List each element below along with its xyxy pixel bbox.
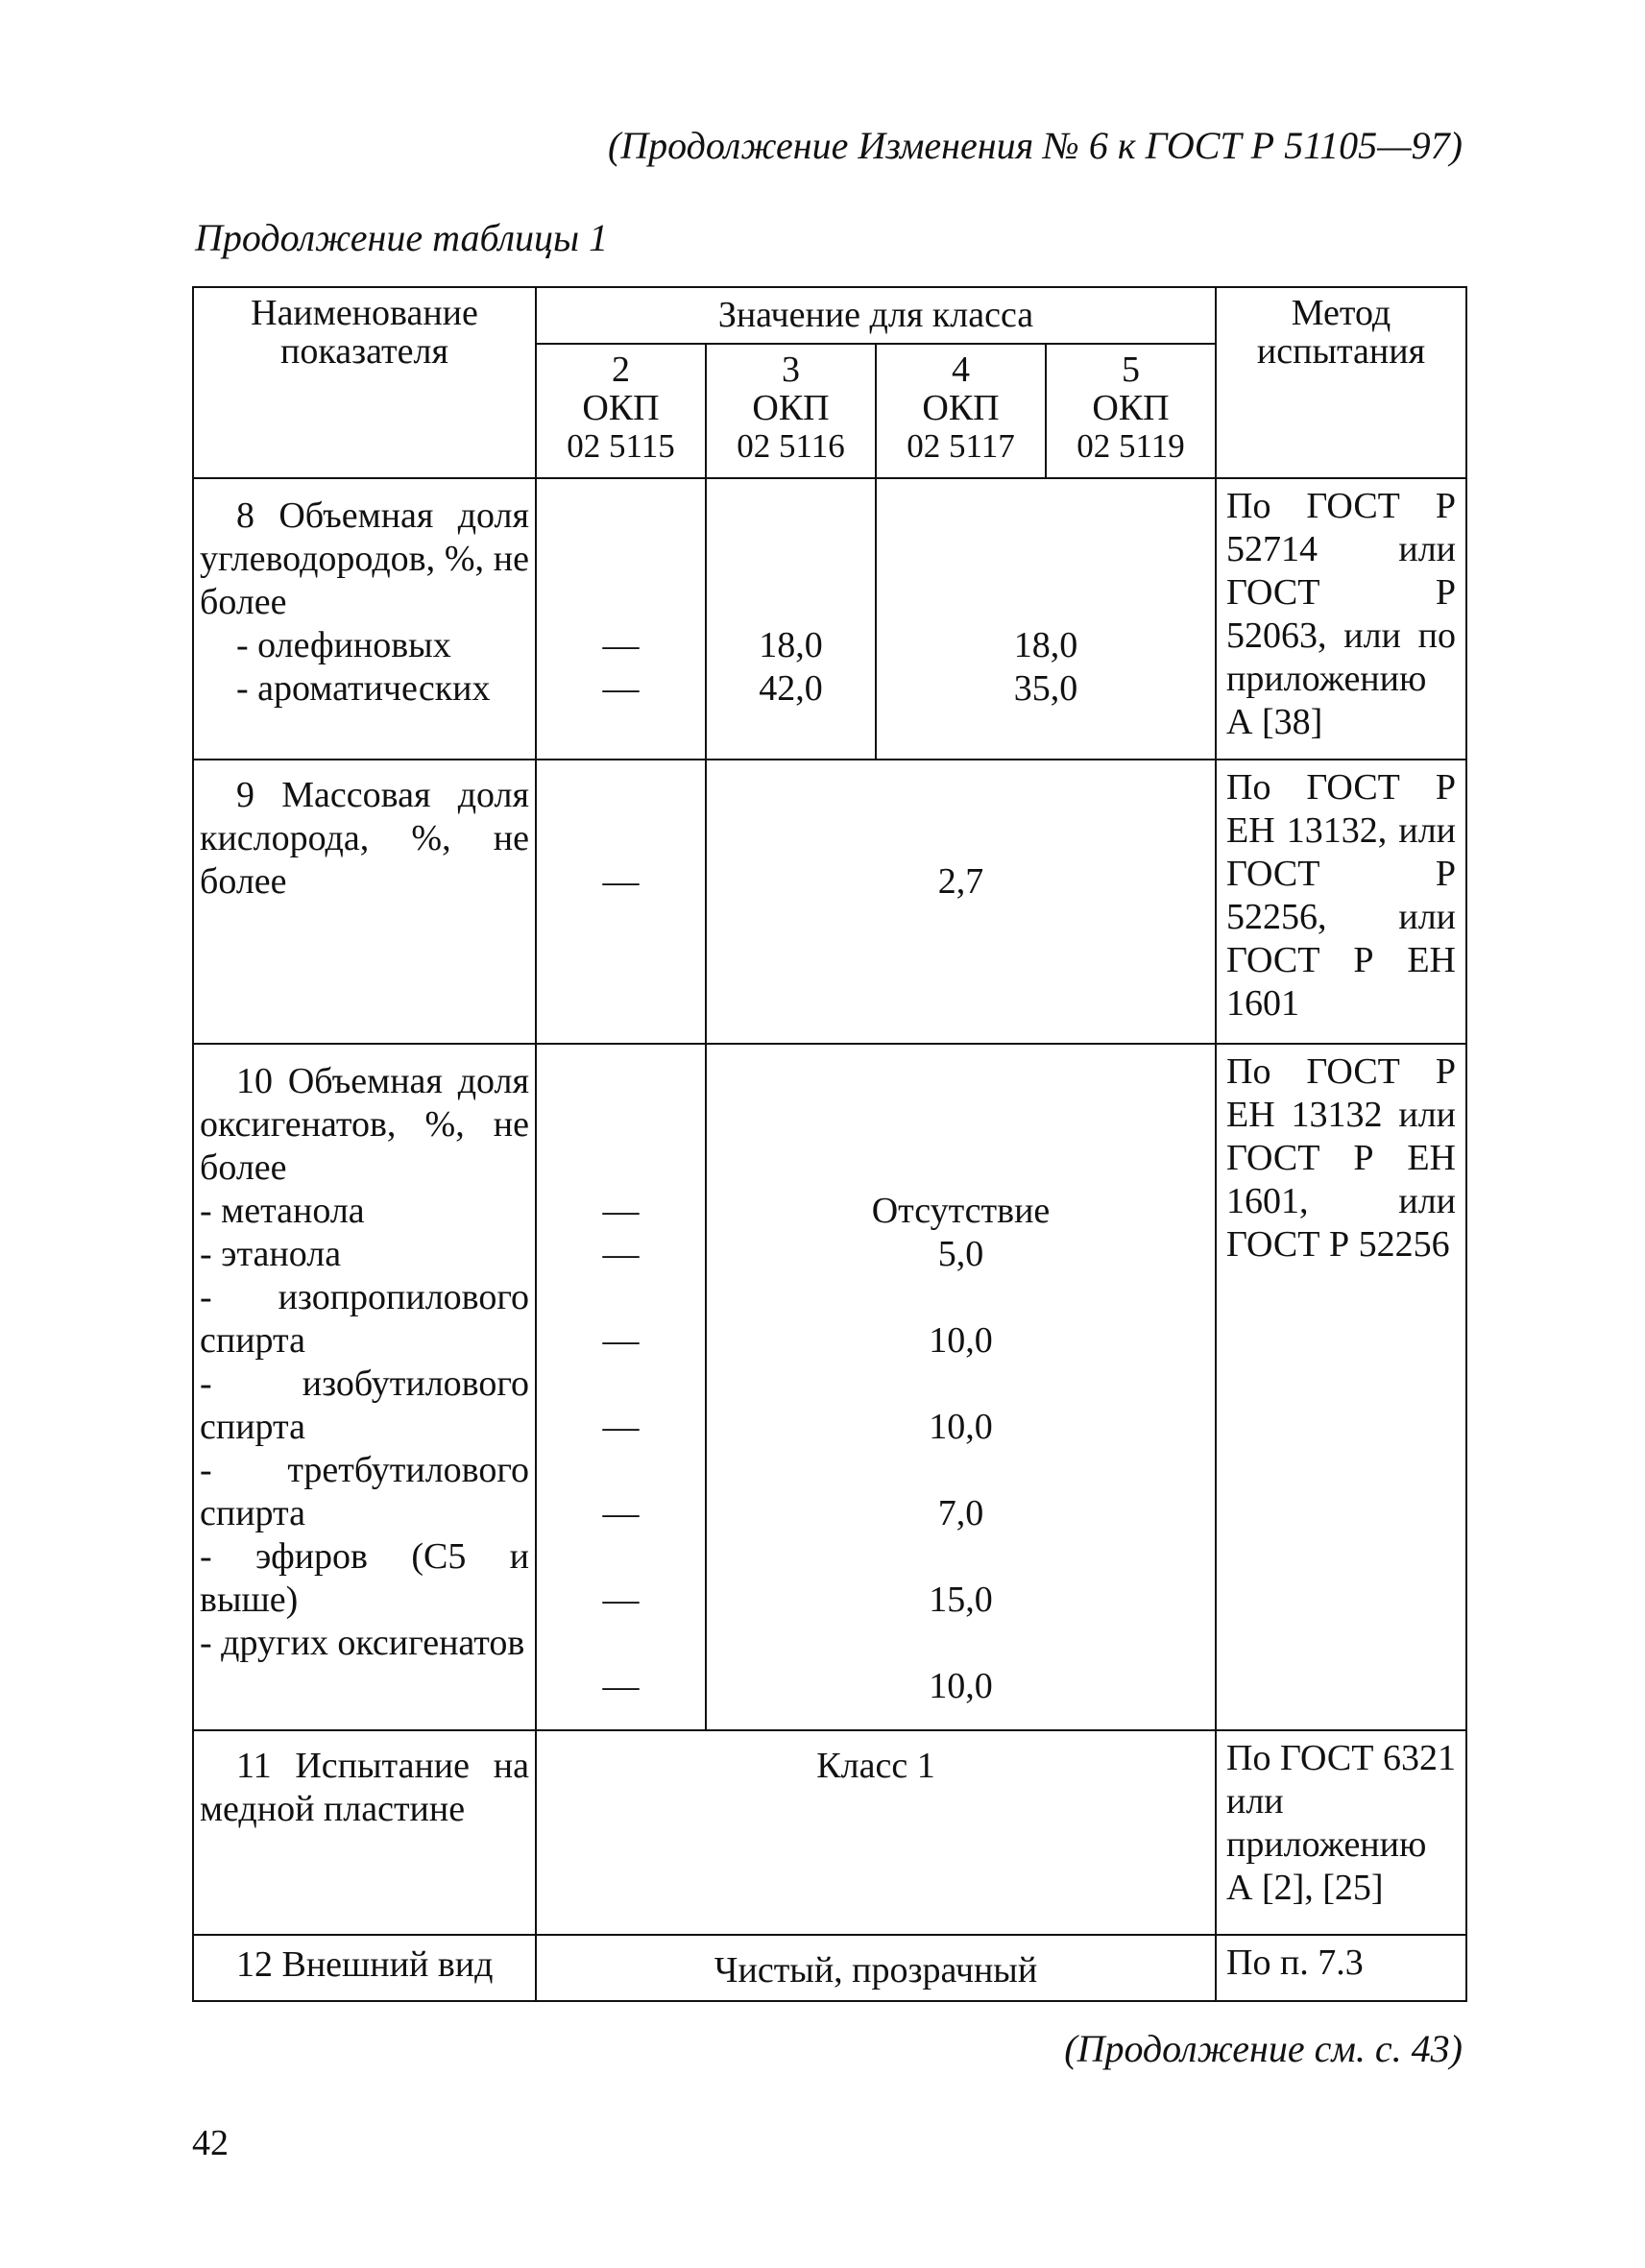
table-caption: Продолжение таблицы 1 [195, 216, 609, 259]
row-10-class-2: — — — — — — — [536, 1044, 706, 1730]
continuation-note: (Продолжение см. с. 43) [1064, 2027, 1463, 2070]
row-8-name: 8 Объемная доля углеводородов, %, не более - олефиновых - ароматических [193, 478, 536, 760]
oxy-item: - третбутилового спирта [200, 1450, 529, 1534]
row-10-class-3-5: Отсутствие 5,0 10,0 10,0 7,0 15,0 10,0 [706, 1044, 1216, 1730]
class-4-header: 4 ОКП 02 5117 [876, 344, 1046, 478]
spec-table [192, 286, 1467, 2002]
class-2-header: 2 ОКП 02 5115 [536, 344, 706, 478]
running-header: (Продолжение Изменения № 6 к ГОСТ Р 51105—97) [607, 124, 1463, 167]
header-values: Значение для класса [536, 287, 1216, 344]
oxy-item: - других оксигенатов [200, 1623, 525, 1664]
row-8-class-3: 18,0 42,0 [706, 478, 876, 760]
row-10-name: 10 Объемная доля оксигенатов, %, не более - метанола - этанола - изопропилового спирта - изобутилового спирта - третбутилового спирта - эфиров (С5 и выше) - других оксигенатов [193, 1044, 536, 1730]
oxy-item: - этанола [200, 1234, 342, 1275]
row-12-method: По п. 7.3 [1216, 1935, 1466, 2001]
oxy-item: - метанола [200, 1191, 365, 1232]
header-method: Метод испытания [1216, 287, 1466, 478]
row-9-method: По ГОСТ Р ЕН 13132, или ГОСТ Р 52256, или ГОСТ Р ЕН 1601 [1216, 760, 1466, 1044]
row-11-name: 11 Испытание на медной пластине [193, 1730, 536, 1935]
row-12-value: Чистый, прозрачный [536, 1935, 1216, 2001]
oxy-item: - изопропилового спирта [200, 1277, 529, 1362]
row-9-class-3-5: 2,7 [706, 760, 1216, 1044]
row-11-value: Класс 1 [536, 1730, 1216, 1935]
row-10-method: По ГОСТ Р ЕН 13132 или ГОСТ Р ЕН 1601, или ГОСТ Р 52256 [1216, 1044, 1466, 1730]
row-11-method: По ГОСТ 6321 или приложению А [2], [25] [1216, 1730, 1466, 1935]
oxy-item: - изобутилового спирта [200, 1363, 529, 1448]
oxy-item: - эфиров (С5 и выше) [200, 1536, 529, 1621]
row-9-class-2: — [536, 760, 706, 1044]
row-8-class-4-5: 18,0 35,0 [876, 478, 1216, 760]
row-9-name: 9 Массовая доля кислорода, %, не более [193, 760, 536, 1044]
header-name: Наименование показателя [193, 287, 536, 478]
class-3-header: 3 ОКП 02 5116 [706, 344, 876, 478]
class-5-header: 5 ОКП 02 5119 [1046, 344, 1216, 478]
row-8-class-2: — — [536, 478, 706, 760]
row-8-method: По ГОСТ Р 52714 или ГОСТ Р 52063, или по приложению А [38] [1216, 478, 1466, 760]
page-number: 42 [192, 2123, 229, 2163]
row-12-name: 12 Внешний вид [193, 1935, 536, 2001]
